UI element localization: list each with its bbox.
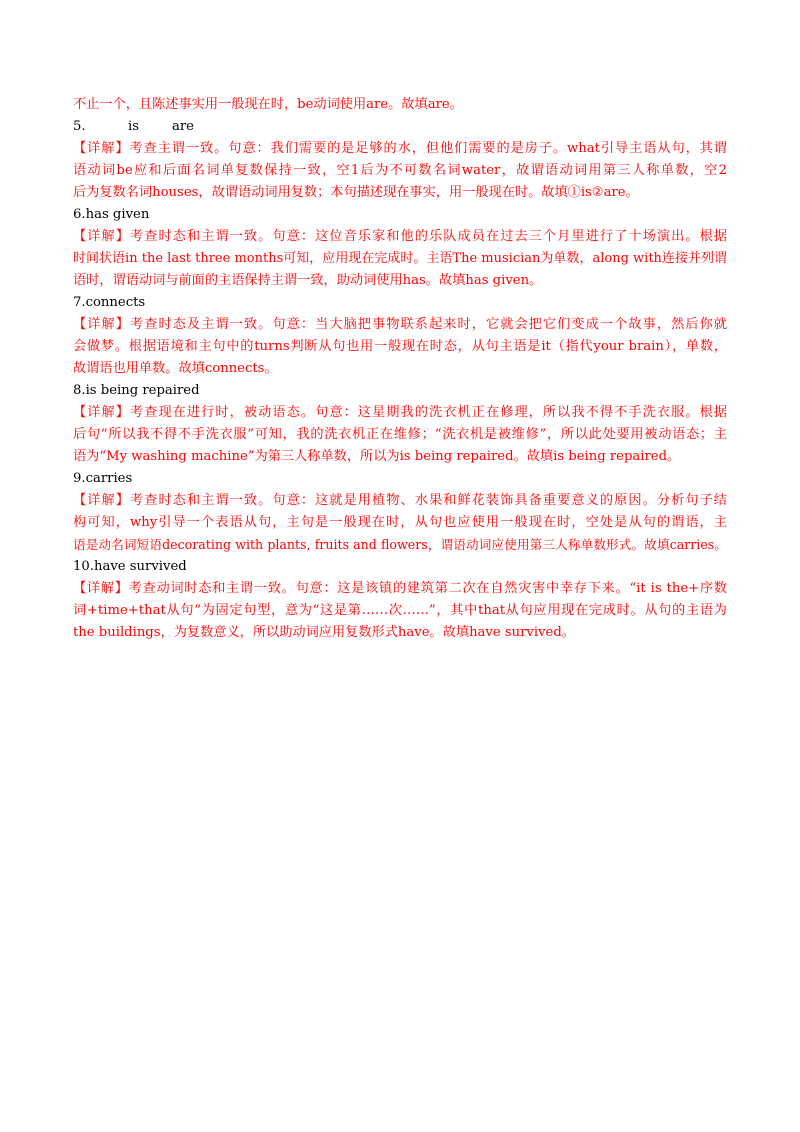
answer-9-line (73, 468, 727, 490)
explanation-8-line-3: 语为“My washing machine”为第三人称单数，所以为is being repaired。故填is being repaired。 (73, 449, 681, 464)
explanation-7-line-2: 会做梦。根据语境和主句中的turns判断从句也用一般现在时态，从句主语是it（指代your brain），单数， (73, 339, 727, 354)
explanation-10-line-1: 【详解】考查动词时态和主谓一致。句意：这是该镇的建筑第二次在自然灾害中幸存下来。“it is the+序数 (73, 581, 727, 596)
explanation-8-line-1: 【详解】考查现在进行时，被动语态。句意：这星期我的洗衣机正在修理，所以我不得不手洗衣服。根据 (73, 405, 727, 420)
explanation-6-line-1: 【详解】考查时态和主谓一致。句意：这位音乐家和他的乐队成员在过去三个月里进行了十场演出。根据 (73, 229, 727, 244)
item-number-5: 5. (73, 119, 86, 134)
answer-8-text: is being repaired (85, 383, 200, 398)
answer-6-text: has given (85, 207, 150, 222)
explanation-5-line-1: 【详解】考查主谓一致。句意：我们需要的是足够的水，但他们需要的是房子。what引导主语从句，其谓 (73, 141, 727, 156)
explanation-8-line-2: 后句“所以我不得不手洗衣服”可知，我的洗衣机正在维修；“洗衣机是被维修”，所以此处要用被动语态；主 (73, 427, 727, 442)
answer-content (73, 94, 727, 644)
answer-7-text: connects (85, 295, 146, 310)
item-number-8: 8. (73, 383, 86, 398)
answer-10-text: have survived (93, 559, 187, 574)
q4-tail-line: 不止一个，且陈述事实用一般现在时，be动词使用are。故填are。 (73, 97, 463, 112)
answer-10-line (73, 556, 727, 578)
explanation-7-line-1: 【详解】考查时态及主谓一致。句意：当大脑把事物联系起来时，它就会把它们变成一个故事，然后你就 (73, 317, 727, 332)
explanation-9-line-3: 语是动名词短语decorating with plants, fruits and flowers，谓语动词应使用第三人称单数形式。故填carries。 (73, 537, 727, 552)
explanation-10-line-3: the buildings，为复数意义，所以助动词应用复数形式have。故填have survived。 (73, 625, 575, 640)
answer-9-text: carries (85, 471, 133, 486)
answer-5-line (73, 116, 727, 138)
explanation-9-line-2: 构可知，why引导一个表语从句，主句是一般现在时，从句也应使用一般现在时，空处是从句的谓语，主 (73, 515, 727, 530)
answer-8-line (73, 380, 727, 402)
answer-5-blank-1: is (128, 119, 139, 134)
answer-6-line (73, 204, 727, 226)
item-number-10: 10. (73, 559, 94, 574)
explanation-9-line-1: 【详解】考查时态和主谓一致。句意：这就是用植物、水果和鲜花装饰具备重要意义的原因。分析句子结 (73, 493, 727, 508)
item-number-6: 6. (73, 207, 86, 222)
explanation-6-line-2: 时间状语in the last three months可知，应用现在完成时。主语The musician为单数，along with连接并列谓 (73, 251, 727, 266)
explanation-6-line-3: 语时，谓语动词与前面的主语保持主谓一致，助动词使用has。故填has given。 (73, 273, 543, 288)
explanation-5-line-3: 后为复数名词houses，故谓语动词用复数；本句描述现在事实，用一般现在时。故填①is②are。 (73, 185, 639, 200)
explanation-5-line-2: 语动词be应和后面名词单复数保持一致，空1后为不可数名词water，故谓语动词用第三人称单数，空2 (73, 163, 727, 178)
item-number-9: 9. (73, 471, 86, 486)
answer-5-blank-2: are (172, 119, 194, 134)
item-number-7: 7. (73, 295, 86, 310)
explanation-10-line-2: 词+time+that从句”为固定句型，意为“这是第……次……”，其中that从句应用现在完成时。从句的主语为 (73, 603, 727, 618)
explanation-7-line-3: 故谓语也用单数。故填connects。 (73, 361, 278, 376)
answer-7-line (73, 292, 727, 314)
